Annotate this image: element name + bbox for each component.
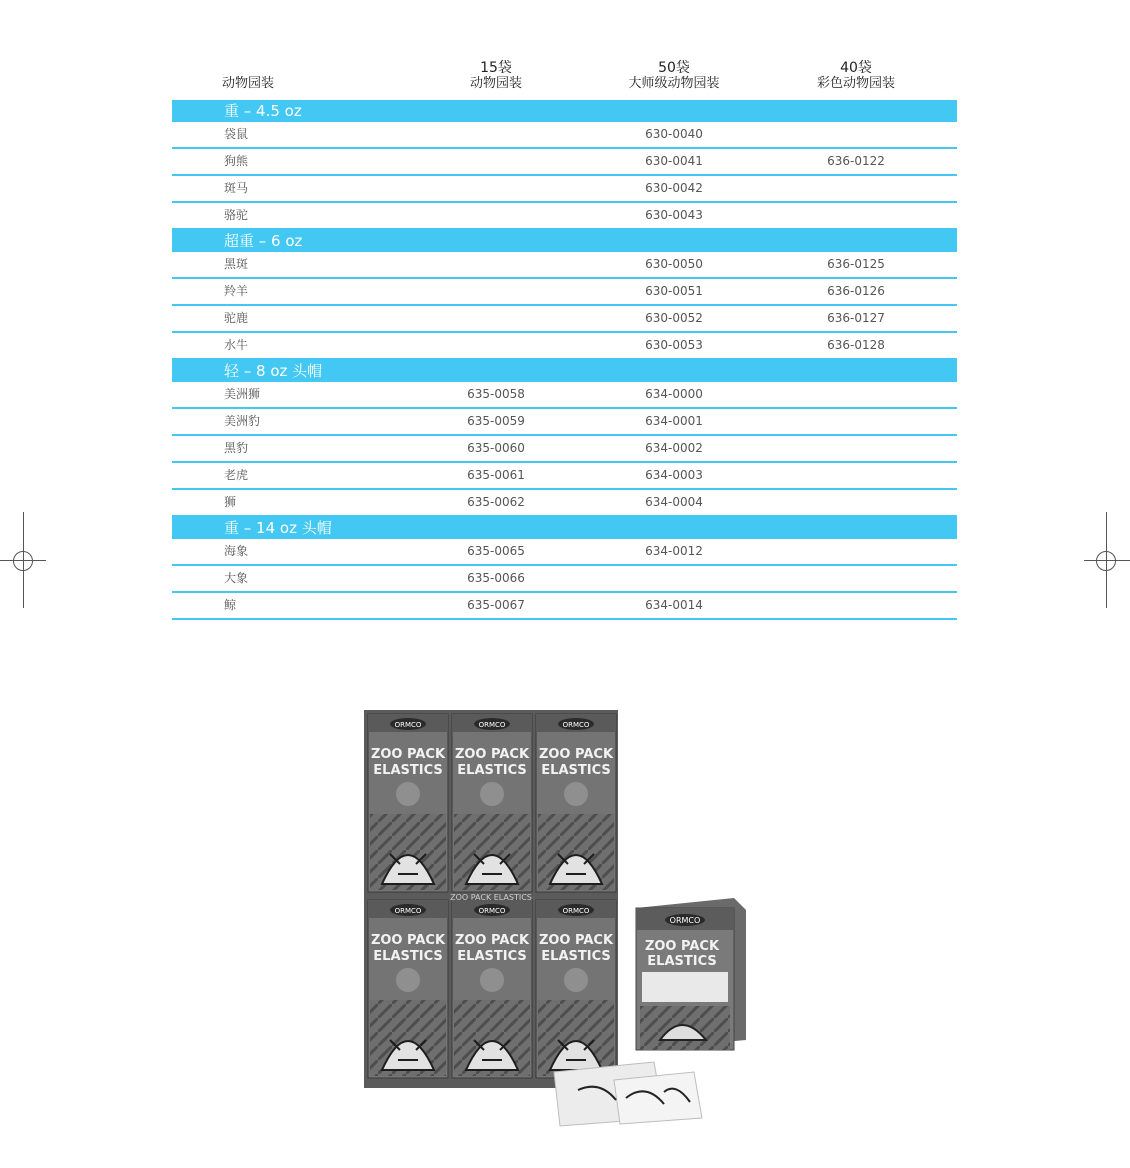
table-row xyxy=(172,176,957,203)
code-50-bags: 630-0042 xyxy=(645,181,703,195)
code-15-bags: 635-0066 xyxy=(467,571,525,585)
table-row xyxy=(172,539,957,566)
product-name: 黑豹 xyxy=(224,441,249,455)
shelf-box-title-2: ELASTICS xyxy=(457,949,527,964)
table-row xyxy=(172,593,957,620)
section-header: 轻 – 8 oz 头帽 xyxy=(172,360,957,382)
shelf-box-title-1: ZOO PACK xyxy=(454,933,530,948)
shelf-box-title-1: ZOO PACK xyxy=(370,747,446,762)
shelf-box-title-1: ZOO PACK xyxy=(454,747,530,762)
product-name: 驼鹿 xyxy=(224,311,249,325)
shelf-box-title-2: ELASTICS xyxy=(541,763,611,778)
product-photo xyxy=(364,710,784,1130)
table-row xyxy=(172,463,957,490)
code-50-bags: 630-0052 xyxy=(645,311,703,325)
code-15-bags: 635-0062 xyxy=(467,495,525,509)
code-50-bags: 630-0040 xyxy=(645,127,703,141)
section-header: 重 – 14 oz 头帽 xyxy=(172,517,957,539)
header-50-bags xyxy=(604,60,744,92)
elastic-packets xyxy=(554,1062,702,1126)
table-row xyxy=(172,490,957,517)
code-50-bags: 630-0051 xyxy=(645,284,703,298)
header-50-count: 50袋 xyxy=(658,60,690,76)
header-40-count: 40袋 xyxy=(840,60,872,76)
code-50-bags: 634-0012 xyxy=(645,544,703,558)
shelf-box-title-2: ELASTICS xyxy=(373,949,443,964)
header-15-label: 动物园装 xyxy=(469,76,522,91)
table-row xyxy=(172,409,957,436)
product-name: 羚羊 xyxy=(224,284,249,298)
table-row xyxy=(172,436,957,463)
table-row xyxy=(172,382,957,409)
shelf-box xyxy=(452,714,532,892)
product-name: 大象 xyxy=(224,571,249,585)
shelf-box-brand: ORMCO xyxy=(478,721,506,729)
header-50-label: 大师级动物园装 xyxy=(628,76,720,91)
code-15-bags: 635-0061 xyxy=(467,468,525,482)
shelf-box xyxy=(452,900,532,1078)
header-40-bags xyxy=(786,60,926,92)
code-50-bags: 630-0041 xyxy=(645,154,703,168)
table-row xyxy=(172,333,957,360)
product-name: 狗熊 xyxy=(224,154,249,168)
shelf-box xyxy=(368,900,448,1078)
code-50-bags: 634-0001 xyxy=(645,414,703,428)
header-15-bags xyxy=(436,60,556,92)
product-name: 骆驼 xyxy=(224,208,249,222)
product-name: 斑马 xyxy=(224,181,249,195)
shelf-band-text: ZOO PACK ELASTICS xyxy=(450,893,532,902)
shelf-box xyxy=(536,900,616,1078)
shelf-box-brand: ORMCO xyxy=(478,907,506,915)
shelf-box-brand: ORMCO xyxy=(394,721,422,729)
product-name: 袋鼠 xyxy=(224,127,249,141)
single-box xyxy=(636,898,746,1050)
header-15-count: 15袋 xyxy=(480,60,512,76)
code-50-bags: 634-0000 xyxy=(645,387,703,401)
table-row xyxy=(172,149,957,176)
code-50-bags: 630-0043 xyxy=(645,208,703,222)
code-50-bags: 634-0002 xyxy=(645,441,703,455)
code-15-bags: 635-0060 xyxy=(467,441,525,455)
shelf-box-title-1: ZOO PACK xyxy=(370,933,446,948)
product-name: 美洲狮 xyxy=(224,387,261,401)
code-50-bags: 634-0003 xyxy=(645,468,703,482)
shelf-box-brand: ORMCO xyxy=(394,907,422,915)
code-50-bags: 630-0050 xyxy=(645,257,703,271)
shelf-box-title-1: ZOO PACK xyxy=(538,747,614,762)
product-name: 鲸 xyxy=(224,598,237,612)
shelf-box xyxy=(536,714,616,892)
code-15-bags: 635-0065 xyxy=(467,544,525,558)
product-name: 狮 xyxy=(224,495,237,509)
header-product: 动物园装 xyxy=(222,76,275,91)
product-name: 老虎 xyxy=(224,468,249,482)
product-name: 黑斑 xyxy=(224,257,249,271)
product-name: 水牛 xyxy=(224,338,249,352)
shelf-box-brand: ORMCO xyxy=(562,721,590,729)
shelf-box-title-1: ZOO PACK xyxy=(538,933,614,948)
table-row xyxy=(172,306,957,333)
code-50-bags: 634-0014 xyxy=(645,598,703,612)
code-40-bags: 636-0122 xyxy=(827,154,885,168)
code-40-bags: 636-0126 xyxy=(827,284,885,298)
registration-mark-right xyxy=(1082,512,1130,608)
shelf-box-brand: ORMCO xyxy=(562,907,590,915)
code-40-bags: 636-0128 xyxy=(827,338,885,352)
code-40-bags: 636-0125 xyxy=(827,257,885,271)
shelf-box-title-2: ELASTICS xyxy=(373,763,443,778)
single-box-brand: ORMCO xyxy=(669,916,701,925)
table-row xyxy=(172,203,957,230)
product-name: 海象 xyxy=(224,544,249,558)
code-15-bags: 635-0059 xyxy=(467,414,525,428)
shelf-box xyxy=(368,714,448,892)
code-15-bags: 635-0067 xyxy=(467,598,525,612)
elastics-table xyxy=(172,56,957,620)
code-50-bags: 630-0053 xyxy=(645,338,703,352)
code-15-bags: 635-0058 xyxy=(467,387,525,401)
table-row xyxy=(172,252,957,279)
code-50-bags: 634-0004 xyxy=(645,495,703,509)
table-row xyxy=(172,122,957,149)
table-row xyxy=(172,279,957,306)
shelf-box-title-2: ELASTICS xyxy=(457,763,527,778)
shelf-box-title-2: ELASTICS xyxy=(541,949,611,964)
single-box-title-1: ZOO PACK xyxy=(644,939,720,954)
header-40-label: 彩色动物园装 xyxy=(816,76,895,91)
single-box-title-2: ELASTICS xyxy=(647,954,717,969)
section-header: 超重 – 6 oz xyxy=(172,230,957,252)
table-body xyxy=(172,100,957,620)
table-row xyxy=(172,566,957,593)
registration-mark-left xyxy=(0,512,48,608)
table-header xyxy=(172,56,957,100)
code-40-bags: 636-0127 xyxy=(827,311,885,325)
product-name: 美洲豹 xyxy=(224,414,261,428)
section-header: 重 – 4.5 oz xyxy=(172,100,957,122)
